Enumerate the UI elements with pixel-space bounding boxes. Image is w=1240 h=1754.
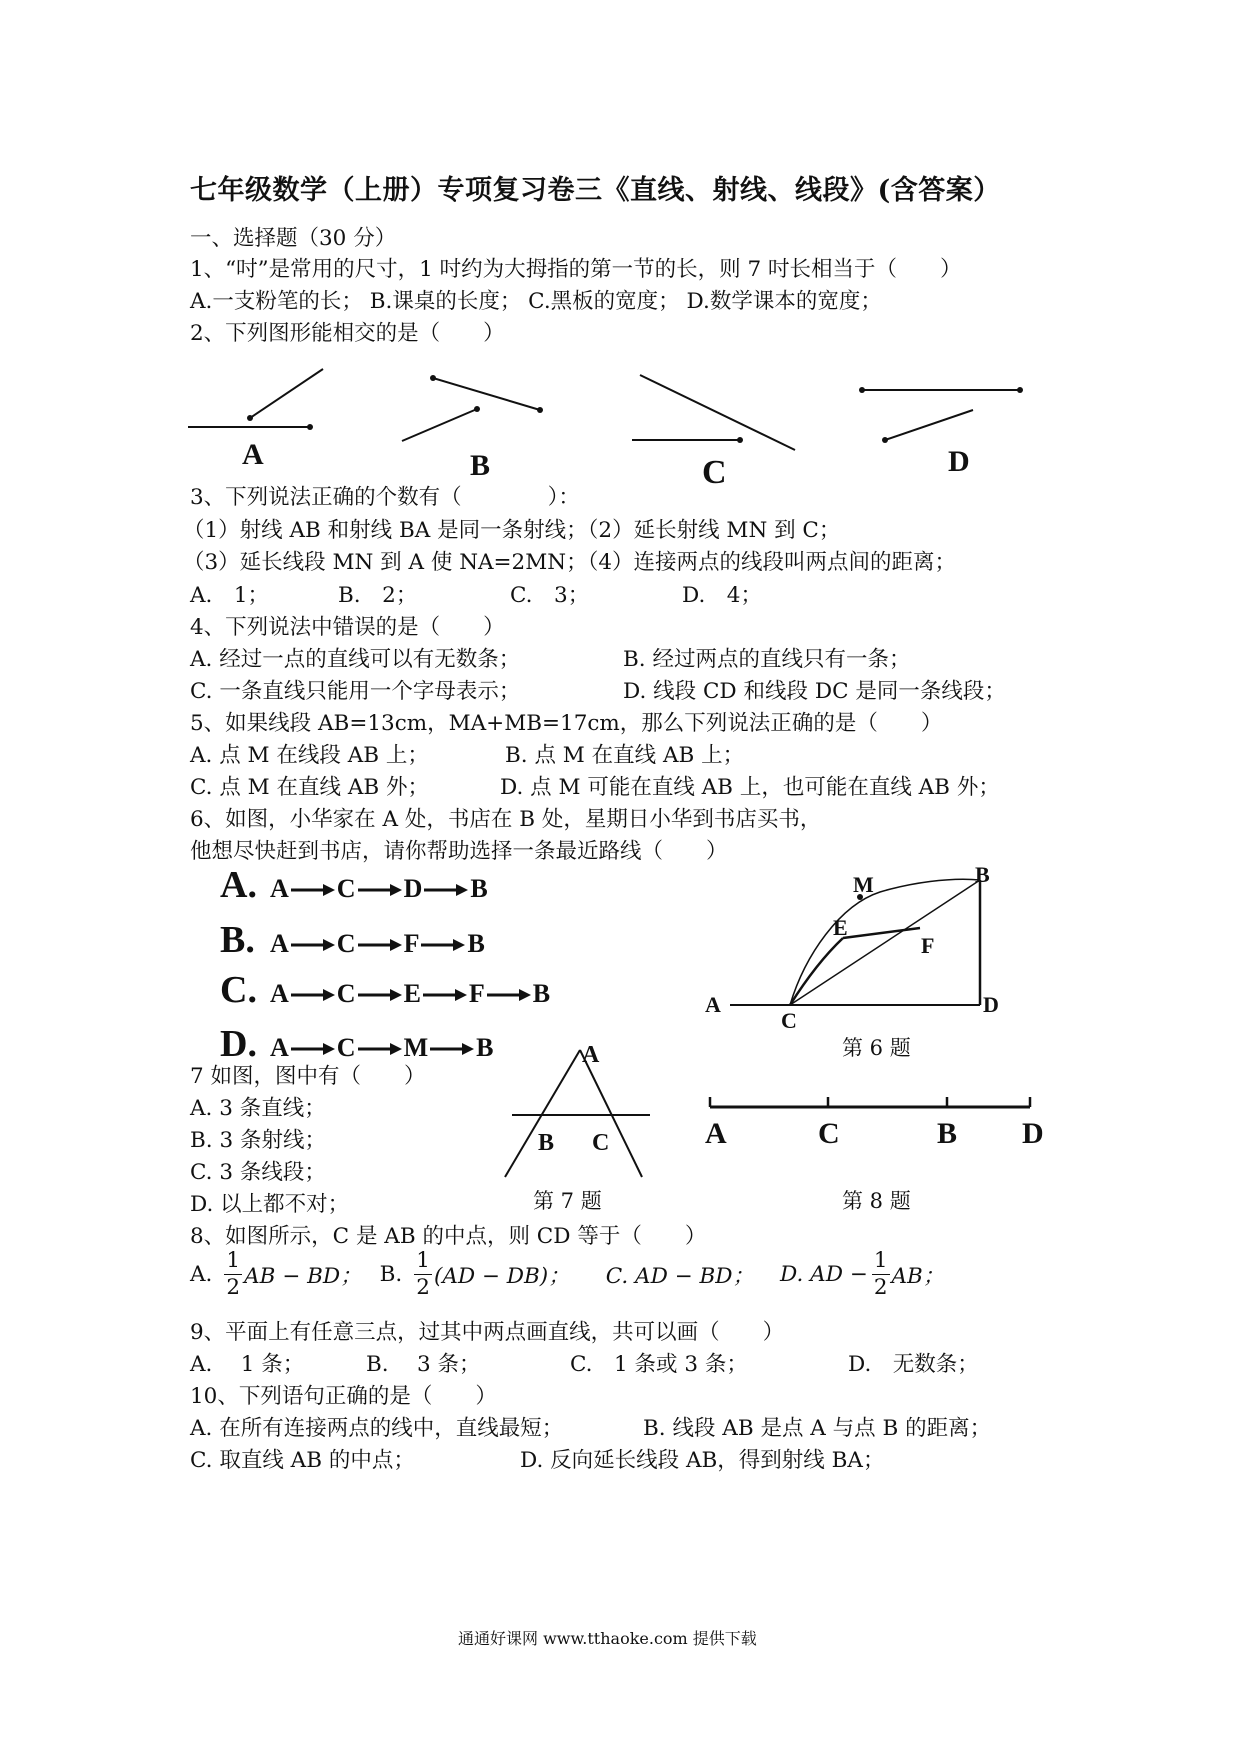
q6-label-c: C bbox=[781, 1008, 797, 1033]
q4-stem: 4、下列说法中错误的是（ ） bbox=[190, 615, 505, 640]
q7-option-b: B. 3 条射线； bbox=[190, 1128, 326, 1153]
q4-option-d: D. 线段 CD 和线段 DC 是同一条线段； bbox=[623, 679, 1006, 704]
q2-label-a: A bbox=[242, 438, 264, 471]
q5-option-d: D. 点 M 可能在直线 AB 上，也可能在直线 AB 外； bbox=[500, 775, 1000, 800]
q6-label-d: D bbox=[983, 992, 999, 1017]
q6-route-point: C bbox=[336, 929, 356, 958]
q6-route-point: M bbox=[403, 1033, 429, 1062]
q3-option-d: D. 4； bbox=[682, 583, 762, 608]
q8-label-b: B bbox=[937, 1117, 958, 1150]
q6-label-a: A bbox=[705, 992, 721, 1017]
q3-option-b: B. 2； bbox=[338, 583, 418, 608]
q7-label-a: A bbox=[582, 1042, 600, 1068]
q6-route-point: E bbox=[403, 979, 421, 1008]
q6-route-letter: A. bbox=[220, 864, 257, 906]
q8-option-a-expr: AB − BD； bbox=[244, 1263, 362, 1289]
q10-option-c: C. 取直线 AB 的中点； bbox=[190, 1448, 415, 1473]
arrow-right-icon bbox=[289, 938, 337, 957]
q10-option-a: A. 在所有连接两点的线中，直线最短； bbox=[190, 1416, 564, 1441]
q7-caption: 第 7 题 bbox=[533, 1189, 602, 1213]
q6-route-letter: D. bbox=[220, 1023, 257, 1065]
q2-figure-d bbox=[859, 387, 1023, 478]
q6-stem-2: 他想尽快赶到书店，请你帮助选择一条最近路线（ ） bbox=[190, 839, 728, 864]
q9-option-b: B. 3 条； bbox=[366, 1352, 481, 1377]
q2-label-c: C bbox=[702, 454, 727, 490]
q3-option-a: A. 1； bbox=[190, 583, 270, 608]
q8-figure bbox=[700, 1090, 1060, 1150]
fraction-denominator: 2 bbox=[226, 1274, 241, 1300]
q7-figure bbox=[500, 1035, 670, 1185]
q7-stem: 7 如图，图中有（ ） bbox=[190, 1064, 426, 1089]
arrow-right-icon bbox=[419, 938, 467, 957]
q6-route-point: A bbox=[270, 874, 289, 903]
q6-route-point: F bbox=[403, 929, 420, 958]
q6-route-option bbox=[220, 918, 485, 962]
q8-option-b-fraction bbox=[414, 1250, 432, 1298]
q8-label-a: A bbox=[705, 1117, 727, 1150]
q2-figures bbox=[180, 360, 1080, 490]
q6-figure bbox=[695, 860, 1035, 1040]
arrow-right-icon bbox=[289, 988, 337, 1007]
q6-label-e: E bbox=[833, 915, 848, 940]
q8-option-c: C. AD − BD； bbox=[605, 1263, 755, 1289]
q5-option-b: B. 点 M 在直线 AB 上； bbox=[505, 743, 745, 768]
q10-stem: 10、下列语句正确的是（ ） bbox=[190, 1384, 497, 1409]
arrow-right-icon bbox=[485, 988, 533, 1007]
q6-route-point: C bbox=[336, 979, 356, 1008]
q6-route-option bbox=[220, 968, 550, 1012]
q9-option-a: A. 1 条； bbox=[190, 1352, 305, 1377]
q2-label-b: B bbox=[470, 449, 491, 482]
q2-figure-c bbox=[632, 375, 795, 490]
q6-route-point: A bbox=[270, 1033, 289, 1062]
q7-option-d: D. 以上都不对； bbox=[190, 1192, 350, 1217]
q6-label-f: F bbox=[921, 933, 935, 958]
q8-option-d-expr-pre: D. AD − bbox=[780, 1261, 868, 1287]
q1-stem: 1、“吋”是常用的尺寸，1 吋约为大拇指的第一节的长，则 7 吋长相当于（ ） bbox=[190, 257, 962, 282]
q3-line-2: （3）延长线段 MN 到 A 使 NA=2MN；（4）连接两点的线段叫两点间的距离； bbox=[183, 550, 956, 575]
arrow-right-icon bbox=[421, 988, 469, 1007]
fraction-numerator: 1 bbox=[416, 1248, 430, 1273]
q4-option-b: B. 经过两点的直线只有一条； bbox=[623, 647, 911, 672]
q8-options bbox=[190, 1250, 944, 1298]
q8-option-b-letter: B. bbox=[379, 1261, 403, 1287]
q6-route-point: D bbox=[403, 874, 423, 903]
page-footer: 通通好课网 www.tthaoke.com 提供下载 bbox=[458, 1629, 757, 1648]
arrow-right-icon bbox=[356, 938, 404, 957]
q6-stem-1: 6、如图，小华家在 A 处，书店在 B 处，星期日小华到书店买书， bbox=[190, 807, 822, 832]
arrow-right-icon bbox=[422, 883, 470, 902]
arrow-right-icon bbox=[289, 883, 337, 902]
q7-option-a: A. 3 条直线； bbox=[190, 1096, 326, 1121]
fraction-denominator: 2 bbox=[873, 1274, 888, 1300]
q3-stem: 3、下列说法正确的个数有（ ）： bbox=[190, 485, 580, 510]
page-title: 七年级数学（上册）专项复习卷三《直线、射线、线段》(含答案） bbox=[190, 175, 1001, 206]
section-heading: 一、选择题（30 分） bbox=[190, 226, 397, 251]
q5-stem: 5、如果线段 AB=13cm，MA+MB=17cm，那么下列说法正确的是（ ） bbox=[190, 711, 943, 736]
q6-route-point: B bbox=[470, 874, 488, 903]
q6-route-option bbox=[220, 863, 488, 907]
q6-route-point: B bbox=[467, 929, 485, 958]
q6-route-letter: B. bbox=[220, 919, 255, 961]
q7-option-c: C. 3 条线段； bbox=[190, 1160, 326, 1185]
q3-option-c: C. 3； bbox=[510, 583, 590, 608]
q2-label-d: D bbox=[948, 445, 970, 478]
fraction-numerator: 1 bbox=[226, 1248, 241, 1273]
q6-label-m: M bbox=[853, 872, 874, 897]
q6-route-point: A bbox=[270, 979, 289, 1008]
q9-stem: 9、平面上有任意三点，过其中两点画直线，共可以画（ ） bbox=[190, 1320, 785, 1345]
fraction-denominator: 2 bbox=[416, 1274, 430, 1300]
q5-option-c: C. 点 M 在直线 AB 外； bbox=[190, 775, 430, 800]
q2-stem: 2、下列图形能相交的是（ ） bbox=[190, 321, 505, 346]
q6-route-point: C bbox=[336, 874, 356, 903]
q8-label-c: C bbox=[818, 1117, 840, 1150]
q1-options: A.一支粉笔的长； B.课桌的长度； C.黑板的宽度； D.数学课本的宽度； bbox=[190, 289, 882, 314]
q9-option-c: C. 1 条或 3 条； bbox=[570, 1352, 748, 1377]
q6-label-b: B bbox=[975, 862, 990, 887]
q8-option-a-fraction bbox=[224, 1250, 242, 1298]
q8-caption: 第 8 题 bbox=[842, 1189, 911, 1213]
q6-route-point: C bbox=[336, 1033, 356, 1062]
arrow-right-icon bbox=[356, 883, 404, 902]
q10-option-b: B. 线段 AB 是点 A 与点 B 的距离； bbox=[643, 1416, 992, 1441]
q6-caption: 第 6 题 bbox=[842, 1036, 911, 1060]
q7-label-c: C bbox=[592, 1130, 610, 1156]
q8-option-b-expr: (AD − DB)； bbox=[433, 1263, 570, 1289]
q6-route-point: A bbox=[270, 929, 289, 958]
q6-route-letter: C. bbox=[220, 969, 257, 1011]
q8-option-d-fraction bbox=[872, 1250, 890, 1298]
q10-option-d: D. 反向延长线段 AB，得到射线 BA； bbox=[520, 1448, 885, 1473]
q6-route-point: F bbox=[468, 979, 485, 1008]
q4-option-a: A. 经过一点的直线可以有无数条； bbox=[190, 647, 521, 672]
q8-option-d-expr: AB； bbox=[891, 1263, 945, 1289]
q8-stem: 8、如图所示，C 是 AB 的中点，则 CD 等于（ ） bbox=[190, 1224, 707, 1249]
q8-option-a-letter: A. bbox=[190, 1261, 213, 1287]
q6-route-point: B bbox=[532, 979, 551, 1008]
q5-option-a: A. 点 M 在线段 AB 上； bbox=[190, 743, 429, 768]
q4-option-c: C. 一条直线只能用一个字母表示； bbox=[190, 679, 521, 704]
q2-figure-b bbox=[402, 375, 543, 482]
arrow-right-icon bbox=[356, 988, 404, 1007]
q3-line-1: （1）射线 AB 和射线 BA 是同一条射线；（2）延长射线 MN 到 C； bbox=[183, 518, 841, 543]
q9-option-d: D. 无数条； bbox=[848, 1352, 979, 1377]
arrow-right-icon bbox=[428, 1042, 476, 1061]
q6-route-point: B bbox=[476, 1033, 494, 1062]
fraction-numerator: 1 bbox=[873, 1248, 888, 1273]
q2-figure-a bbox=[188, 369, 323, 471]
q7-label-b: B bbox=[538, 1130, 555, 1156]
q8-label-d: D bbox=[1022, 1117, 1044, 1150]
